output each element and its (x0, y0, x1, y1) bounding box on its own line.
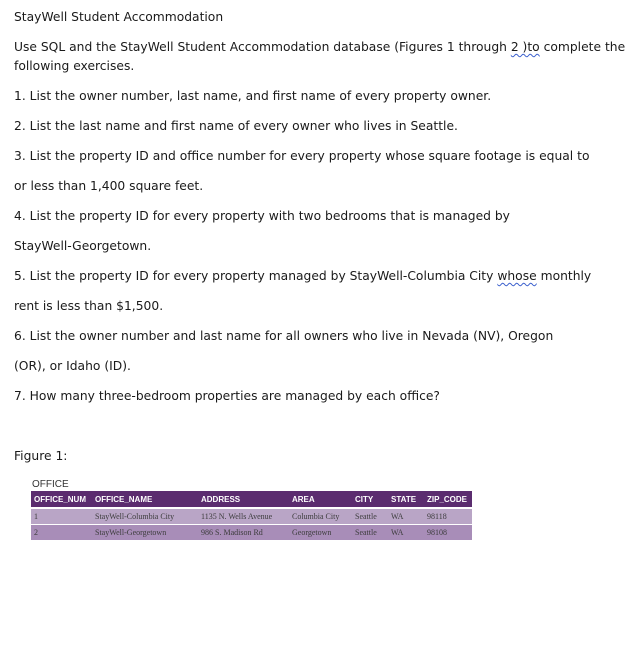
question-5-text-c: monthly (536, 269, 592, 283)
column-header: OFFICE_NAME (92, 491, 198, 508)
table-row (31, 525, 472, 541)
table-cell: StayWell-Columbia City (92, 508, 198, 525)
spellcheck-flagged-text[interactable]: 2 )to (510, 40, 540, 54)
column-header: ZIP_CODE (424, 491, 472, 508)
question-5-line-1 (14, 268, 591, 284)
intro-line-1 (14, 39, 625, 55)
table-cell: Georgetown (289, 525, 352, 541)
question-4-line-1: 4. List the property ID for every property with two bedrooms that is managed by (14, 209, 510, 223)
intro-text-a: Use SQL and the StayWell Student Accommodation database (Figures 1 through (14, 40, 511, 54)
table-row (31, 508, 472, 525)
question-3-line-2: or less than 1,400 square feet. (14, 179, 204, 193)
spellcheck-flagged-word[interactable]: whose (497, 269, 537, 283)
figure-label: Figure 1: (14, 449, 68, 463)
question-6-line-2: (OR), or Idaho (ID). (14, 359, 131, 373)
table-cell: Columbia City (289, 508, 352, 525)
column-header: CITY (352, 491, 388, 508)
intro-text-c: complete the (539, 40, 626, 54)
doc-title: StayWell Student Accommodation (14, 10, 224, 24)
question-5-line-2: rent is less than $1,500. (14, 299, 164, 313)
column-header: AREA (289, 491, 352, 508)
table-cell: WA (388, 525, 424, 541)
table-caption: OFFICE (32, 479, 69, 490)
table-cell: 1 (31, 508, 92, 525)
column-header: ADDRESS (198, 491, 289, 508)
intro-line-2: following exercises. (14, 59, 135, 73)
column-header: STATE (388, 491, 424, 508)
office-table (31, 491, 472, 540)
table-cell: 2 (31, 525, 92, 541)
question-6-line-1: 6. List the owner number and last name for all owners who live in Nevada (NV), Oregon (14, 329, 554, 343)
question-4-line-2: StayWell-Georgetown. (14, 239, 152, 253)
table-cell: Seattle (352, 525, 388, 541)
question-1: 1. List the owner number, last name, and first name of every property owner. (14, 89, 492, 103)
question-7: 7. How many three-bedroom properties are managed by each office? (14, 389, 440, 403)
table-cell: 98118 (424, 508, 472, 525)
table-cell: 98108 (424, 525, 472, 541)
question-5-text-a: 5. List the property ID for every property managed by StayWell-Columbia City (14, 269, 498, 283)
table-cell: StayWell-Georgetown (92, 525, 198, 541)
table-cell: 986 S. Madison Rd (198, 525, 289, 541)
question-3-line-1: 3. List the property ID and office number for every property whose square footage is equal to (14, 149, 590, 163)
column-header: OFFICE_NUM (31, 491, 92, 508)
question-2: 2. List the last name and first name of every owner who lives in Seattle. (14, 119, 458, 133)
table-cell: WA (388, 508, 424, 525)
table-header-row (31, 491, 472, 508)
table-cell: 1135 N. Wells Avenue (198, 508, 289, 525)
office-table-figure (31, 478, 472, 540)
table-cell: Seattle (352, 508, 388, 525)
